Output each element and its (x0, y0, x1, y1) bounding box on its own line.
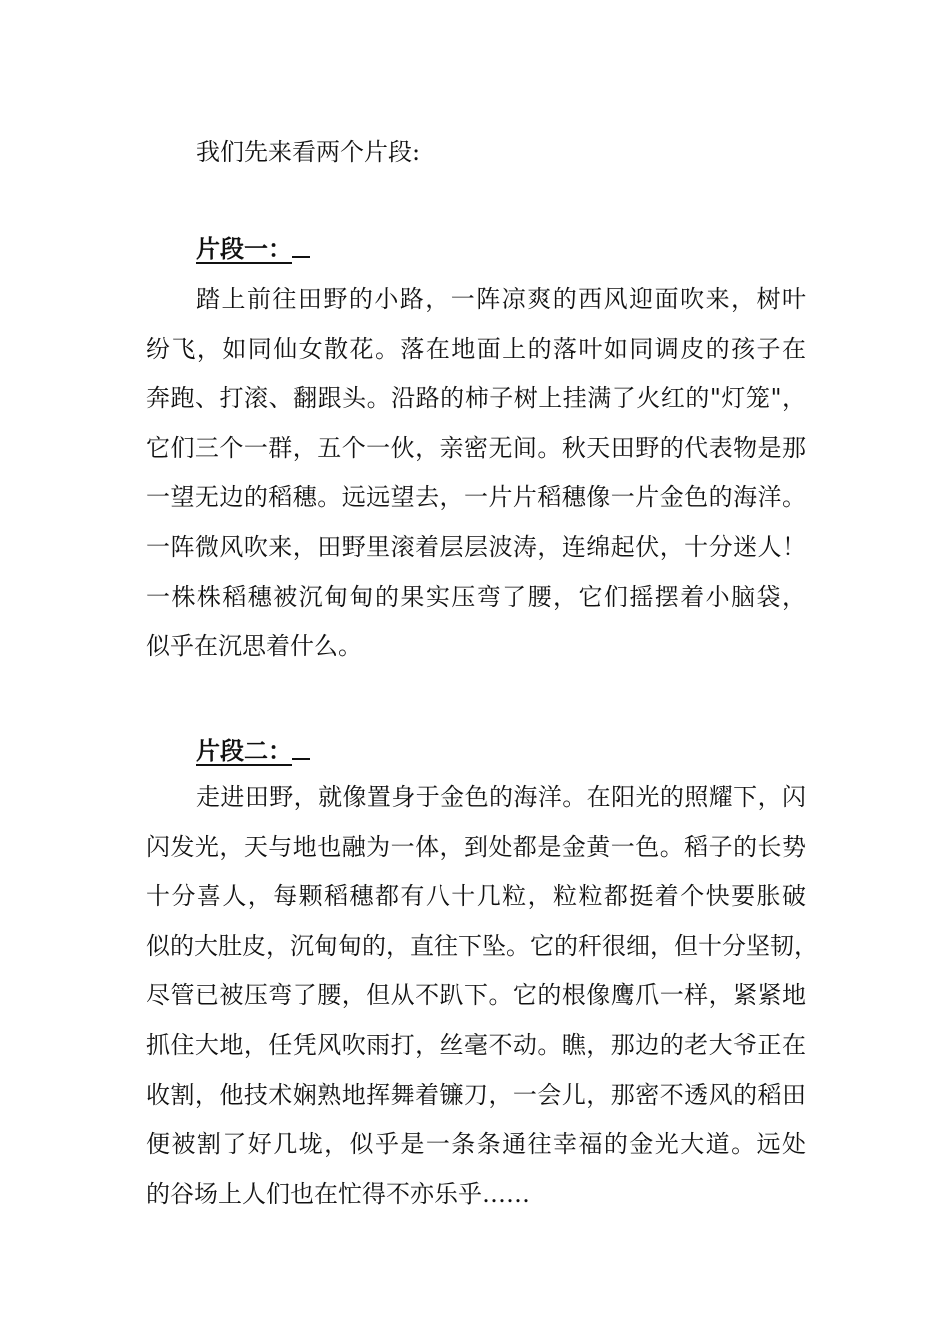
paragraph-line: 的谷场上人们也在忙得不亦乐乎…… (146, 1179, 530, 1208)
paragraph-line: 收割，他技术娴熟地挥舞着镰刀，一会儿，那密不透风的稻田 (146, 1080, 806, 1109)
paragraph-line: 尽管已被压弯了腰，但从不趴下。它的根像鹰爪一样，紧紧地 (146, 981, 806, 1010)
paragraph-line: 纷飞，如同仙女散花。落在地面上的落叶如同调皮的孩子在 (146, 334, 806, 363)
paragraph-line: 似乎在沉思着什么。 (146, 632, 362, 661)
paragraph-line: 奔跑、打滚、翻跟头。沿路的柿子树上挂满了火红的"灯笼"， (146, 384, 806, 413)
segment-2-heading-text: 片段二： (196, 736, 292, 765)
paragraph-line: 走进田野，就像置身于金色的海洋。在阳光的照耀下，闪 (196, 783, 806, 811)
paragraph-line: 便被割了好几垅，似乎是一条条通往幸福的金光大道。远处 (146, 1130, 806, 1159)
segment-1-heading-text: 片段一： (196, 234, 292, 263)
segment-1-heading (196, 229, 310, 269)
paragraph-line: 一望无边的稻穗。远远望去，一片片稻穗像一片金色的海洋。 (146, 483, 806, 512)
intro-text: 我们先来看两个片段: (196, 138, 421, 166)
paragraph-line: 抓住大地，任凭风吹雨打，丝毫不动。瞧，那边的老大爷正在 (146, 1030, 806, 1059)
paragraph-line: 一阵微风吹来，田野里滚着层层波涛，连绵起伏，十分迷人！ (146, 532, 806, 561)
segment-2-paragraph (146, 777, 818, 1223)
segment-1-paragraph (146, 279, 806, 676)
paragraph-line: 一株株稻穗被沉甸甸的果实压弯了腰，它们摇摆着小脑袋， (146, 582, 806, 611)
paragraph-line: 闪发光，天与地也融为一体，到处都是金黄一色。稻子的长势 (146, 832, 806, 861)
paragraph-line: 十分喜人，每颗稻穗都有八十几粒，粒粒都挺着个快要胀破 (146, 882, 806, 911)
paragraph-line: 踏上前往田野的小路，一阵凉爽的西风迎面吹来，树叶 (196, 285, 806, 313)
paragraph-line: 它们三个一群，五个一伙，亲密无间。秋天田野的代表物是那 (146, 433, 806, 462)
paragraph-line: 似的大肚皮，沉甸甸的，直往下坠。它的秆很细，但十分坚韧， (146, 931, 818, 960)
segment-2-heading (196, 731, 310, 771)
